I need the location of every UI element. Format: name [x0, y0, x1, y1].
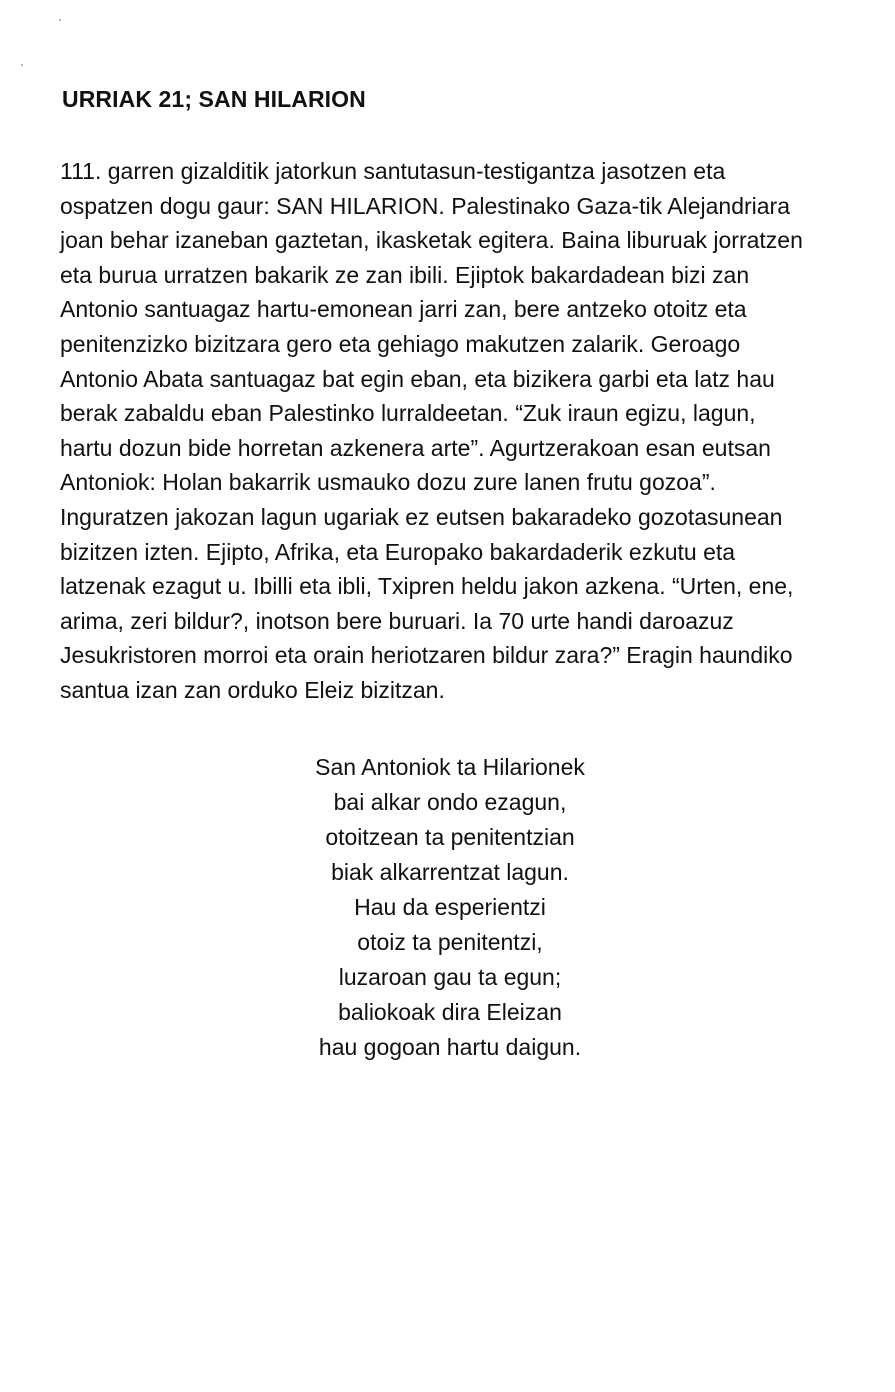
poem-stanza	[300, 750, 600, 1065]
body-line: arima, zeri bildur?, inotson bere buruari. Ia 70 urte handi daroazuz	[60, 607, 734, 634]
body-line: eta burua urratzen bakarik ze zan ibili. Ejiptok bakardadean bizi zan	[60, 261, 750, 288]
body-line: ospatzen dogu gaur: SAN HILARION. Palestinako Gaza-tik Alejandriara	[60, 192, 790, 219]
body-line: Jesukristoren morroi eta orain heriotzaren bildur zara?” Eragin haundiko	[60, 642, 793, 669]
poem-line: baliokoak dira Eleizan	[338, 999, 562, 1025]
poem-line: hau gogoan hartu daigun.	[318, 1034, 582, 1060]
body-line: Antonio Abata santuagaz bat egin eban, eta bizikera garbi eta latz hau	[60, 365, 775, 392]
scan-speck	[59, 19, 61, 21]
poem-line: otoitzean ta penitentzian	[325, 824, 575, 850]
body-line: berak zabaldu eban Palestinko lurraldeetan. “Zuk iraun egizu, lagun,	[60, 400, 756, 427]
body-line: latzenak ezagut u. Ibilli eta ibli, Txipren heldu jakon azkena. “Urten, ene,	[60, 573, 794, 600]
poem-line: biak alkarrentzat lagun.	[331, 859, 569, 885]
poem-line: luzaroan gau ta egun;	[338, 964, 562, 990]
body-line: Antonio santuagaz hartu-emonean jarri zan, bere antzeko otoitz eta	[60, 296, 747, 323]
body-line: joan behar izaneban gaztetan, ikasketak egitera. Baina liburuak jorratzen	[60, 227, 803, 254]
poem-line: Hau da esperientzi	[354, 894, 546, 920]
body-line: bizitzen izten. Ejipto, Afrika, eta Europako bakardaderik ezkutu eta	[60, 538, 736, 565]
body-line: 111. garren gizalditik jatorkun santutasun-testigantza jasotzen eta	[60, 158, 726, 184]
poem-line: otoiz ta penitentzi,	[357, 929, 543, 955]
body-line: santua izan zan orduko Eleiz bizitzan.	[60, 676, 445, 703]
scan-speck	[21, 64, 23, 66]
body-line: hartu dozun bide horretan azkenera arte”. Agurtzerakoan esan eutsan	[60, 434, 771, 461]
page-title: URRIAK 21; SAN HILARION	[62, 86, 366, 112]
poem-line: San Antoniok ta Hilarionek	[315, 754, 585, 780]
body-line: penitenzizko bizitzara gero eta gehiago makutzen zalarik. Geroago	[60, 330, 741, 357]
body-line: Inguratzen jakozan lagun ugariak ez eutsen bakaradeko gozotasunean	[60, 503, 783, 530]
body-line: Antoniok: Holan bakarrik usmauko dozu zure lanen frutu gozoa”.	[60, 469, 716, 496]
body-paragraph	[60, 154, 860, 708]
poem-line: bai alkar ondo ezagun,	[333, 789, 567, 815]
